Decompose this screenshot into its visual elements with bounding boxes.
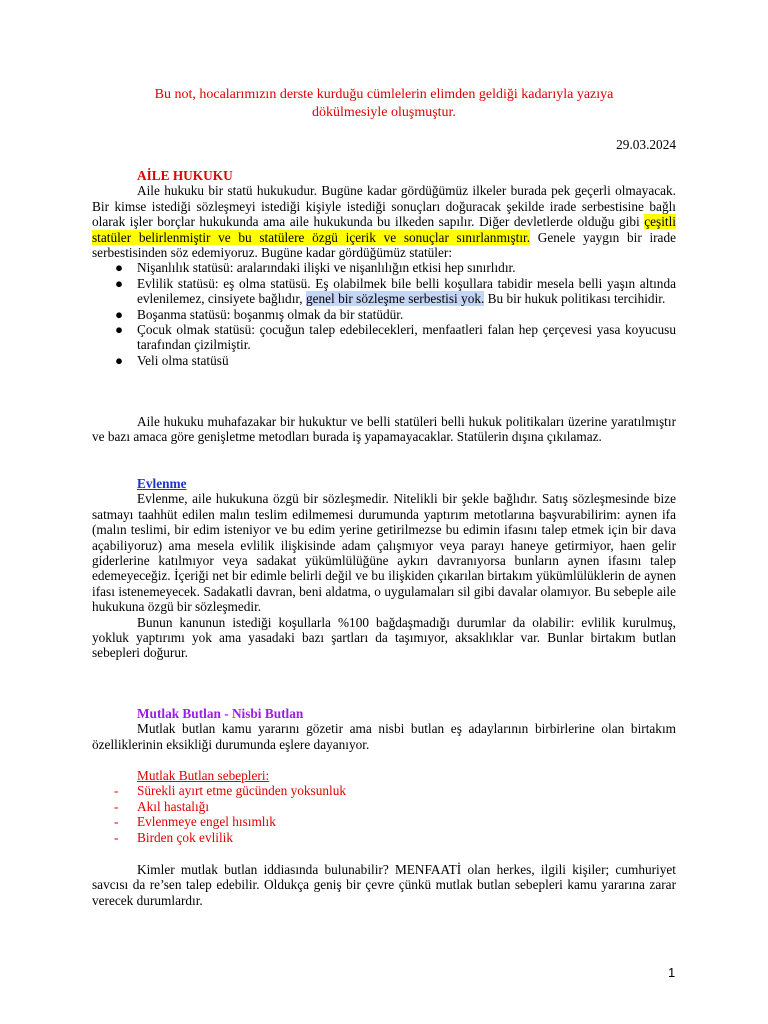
section-aile-hukuku (92, 168, 676, 368)
paragraph: Aile hukuku muhafazakar bir hukuktur ve belli statüleri belli hukuk politikaları üzerine yaratılmıştır ve bazı amaca göre genişletme metodları burada iş yapamayacaklar. Statülerin dışına çıkılamaz. (92, 414, 676, 445)
highlighted-text: genel bir sözleşme serbestisi yok. (305, 291, 485, 307)
dash-bullet-icon: - (114, 814, 119, 830)
intro-note (92, 86, 676, 122)
section-title-evlenme-wrap (92, 476, 676, 491)
list-item (92, 260, 676, 275)
list-item (92, 322, 676, 353)
list-item-text: Akıl hastalığı (137, 798, 210, 814)
text-run: Genele yaygın bir irade serbestisinden söz edemiyoruz. Bugüne kadar gördüğümüz statüler: (92, 229, 677, 261)
list-item (92, 814, 676, 829)
causes-title: Mutlak Butlan sebepleri: (137, 768, 270, 783)
bullet-dot-icon: ● (115, 306, 124, 322)
bullet-dot-icon: ● (115, 352, 124, 368)
list-item-text: Birden çok evlilik (137, 829, 234, 845)
document-date: 29.03.2024 (616, 137, 676, 152)
intro-line-1: Bu not, hocalarımızın derste kurduğu cümlelerin elimden geldiği kadarıyla yazıya (154, 87, 614, 102)
list-item (92, 799, 676, 814)
causes-list (92, 783, 676, 845)
list-item-text: Evlilik statüsü: eş olma statüsü. Eş olabilmek bile belli koşullara tabidir mesela belli yaşın altında evlenilemez, cinsiyete bağlıdır, (137, 275, 676, 307)
butlan-claimants (92, 862, 676, 908)
bullet-list (92, 260, 676, 368)
paragraph (92, 183, 676, 260)
section-aile-hukuku-cont (92, 414, 676, 445)
list-item-text: Veli olma statüsü (137, 352, 229, 368)
paragraph: Evlenme, aile hukukuna özgü bir sözleşmedir. Nitelikli bir şekle bağlıdır. Satış sözleşmesinde bize satmayı taahhüt edilen malın teslim edilmemesi durumunda yaptırım metotlarına başvurabilirim: aynen ifa (malın teslimi, bir edim isteniyor ve bu edim yerine getirilmezse bu edimin ifasını talep etmek için bir dava açabiliyoruz) ama mesela evlilik ilişkisinde adam çalışmıyor veya parayı haneye getirmiyor, haen gelir giderlerine katılmıyor veya sadakat yükümlülüğüne aykırı davranıyorsa bunların aynen ifasını talep edemeyeceğiz. İçeriği net bir edimle belirli değil ve bu ilişkiden çıkarılan birtakım yükümlülüklerin de aynen ifası istenemeyecek. Sadakatli davran, beni aldatma, o uygulamaları sil gibi davalar olamıyor. Bu sebeple aile hukukuna özgü bir sözleşmedir. (92, 491, 676, 615)
list-item-text: Sürekli ayırt etme gücünden yoksunluk (137, 783, 347, 799)
paragraph: Bunun kanunun istediği koşullarla %100 bağdaşmadığı durumlar da olabilir: evlilik kurulmuş, yokluk yaptırımı yok ama yasadaki bazı şartları da taşımıyor, aksaklıklar var. Bunlar birtakım butlan sebepleri doğurur. (92, 614, 676, 661)
list-item-text: Evlenmeye engel hısımlık (137, 814, 276, 830)
bullet-dot-icon: ● (115, 260, 124, 276)
list-item (92, 830, 676, 845)
dash-bullet-icon: - (114, 829, 119, 845)
list-item-text: Boşanma statüsü: boşanmış olmak da bir statüdür. (137, 306, 404, 322)
paragraph: Kimler mutlak butlan iddiasında bulunabilir? MENFAATİ olan herkes, ilgili kişiler; cumhuriyet savcısı da re’sen talep edebilir. Oldukça geniş bir çevre çünkü mutlak butlan sebepleri kamu yararına zarar verecek durumlardır. (92, 862, 676, 908)
list-item (92, 783, 676, 798)
bullet-dot-icon: ● (115, 275, 124, 291)
paragraph: Mutlak butlan kamu yararını gözetir ama nisbi butlan eş adaylarının birbirlerine olan birtakım özelliklerinin eksikliği durumunda eşlere dayanıyor. (92, 721, 676, 752)
text-run: Aile hukuku bir statü hukukudur. Bugüne kadar gördüğümüz ilkeler burada pek geçerli olmayacak. Bir kimse istediği sözleşmeyi istediği kişiyle istediği sonuçları doğuracak şekilde irade serbestisine bağlı olarak işler borçlar hukukunda ama aile hukukunda bu ilkeden sapılır. Diğer devletlerde olduğu gibi (92, 183, 676, 230)
section-butlan (92, 706, 676, 752)
highlighted-text: çeşitli statüler belirlenmiştir ve bu statülere özgü içerik ve sonuçlar sınırlanmıştır. (92, 214, 676, 245)
section-title-aile-hukuku: AİLE HUKUKU (137, 168, 233, 183)
list-item-text: Çocuk olmak statüsü: çocuğun talep edebilecekleri, menfaatleri falan hep çerçevesi yasa koyucusu tarafından çizilmiştir. (137, 322, 676, 353)
list-item (92, 307, 676, 322)
list-item-text: Nişanlılık statüsü: aralarındaki ilişki ve nişanlılığın etkisi hep sınırlıdır. (137, 260, 516, 276)
dash-bullet-icon: - (114, 798, 119, 814)
section-title-evlenme[interactable]: Evlenme (137, 476, 187, 491)
section-title-butlan: Mutlak Butlan - Nisbi Butlan (137, 706, 304, 721)
list-item-text: Bu bir hukuk politikası tercihidir. (484, 291, 666, 307)
dash-bullet-icon: - (114, 783, 119, 799)
butlan-causes (92, 768, 676, 845)
page-number: 1 (668, 965, 676, 980)
intro-line-2: dökülmesiyle oluşmuştur. (312, 105, 456, 120)
bullet-dot-icon: ● (115, 322, 124, 338)
list-item (92, 353, 676, 368)
list-item (92, 276, 676, 307)
section-evlenme (92, 476, 676, 661)
